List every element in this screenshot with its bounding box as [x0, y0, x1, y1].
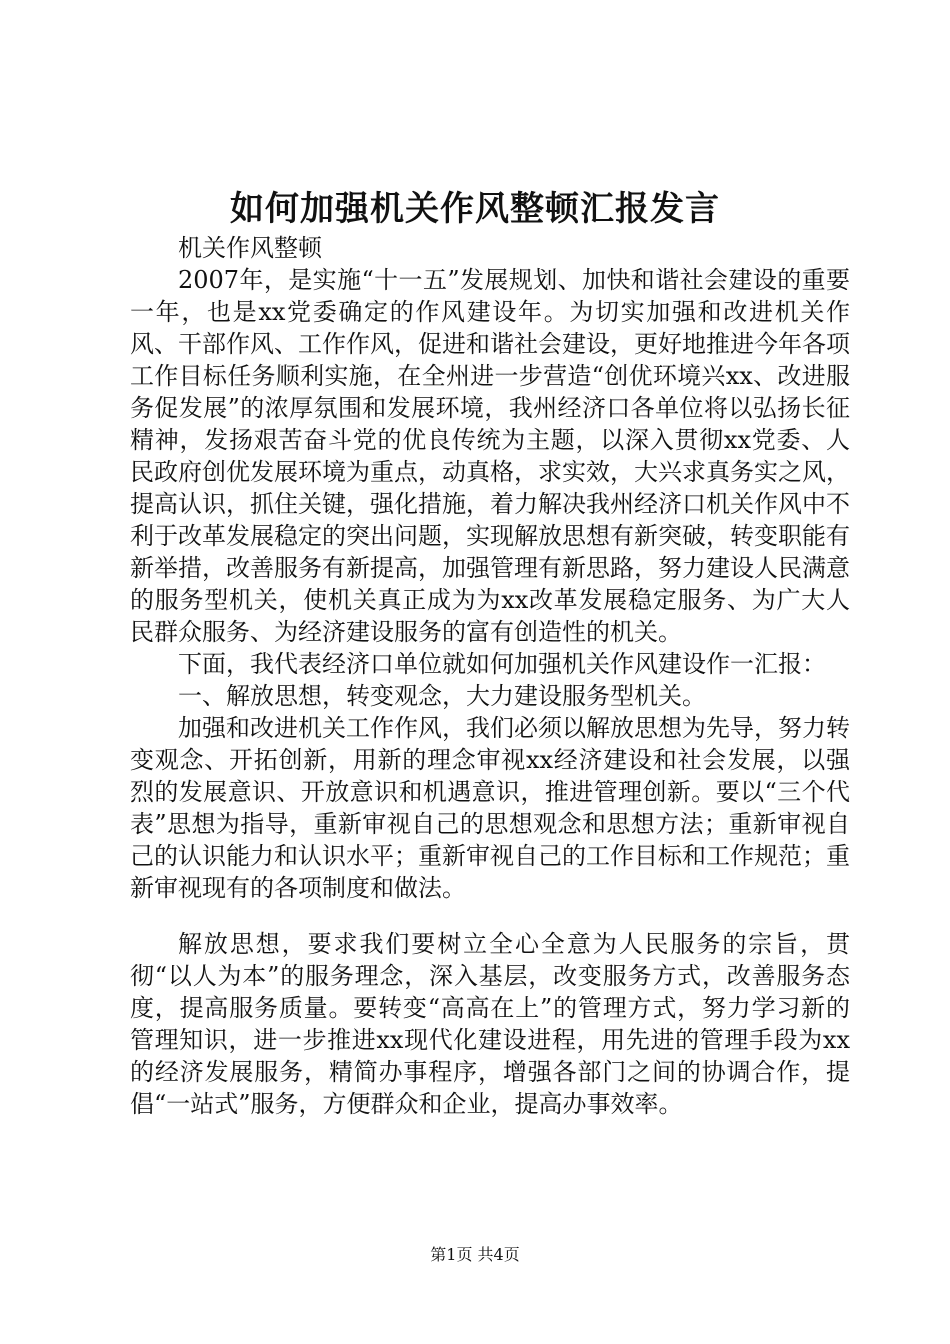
- document-body: [130, 232, 850, 1120]
- section-heading-1: 一、解放思想，转变观念，大力建设服务型机关。: [178, 682, 706, 710]
- page-number-footer: 第1页 共4页: [430, 1245, 520, 1264]
- paragraph-section-1-b: 解放思想，要求我们要树立全心全意为人民服务的宗旨，贯彻“以人为本”的服务理念，深入基层，改变服务方式，改善服务态度，提高服务质量。要转变“高高在上”的管理方式，努力学习新的管理知识，进一步推进xx现代化建设进程，用先进的管理手段为xx的经济发展服务，精简办事程序，增强各部门之间的协调合作，提倡“一站式”服务，方便群众和企业，提高办事效率。: [130, 930, 850, 1118]
- document-title: 如何加强机关作风整顿汇报发言: [230, 189, 720, 229]
- paragraph-section-1-a: 加强和改进机关工作作风，我们必须以解放思想为先导，努力转变观念、开拓创新，用新的理念审视xx经济建设和社会发展，以强烈的发展意识、开放意识和机遇意识，推进管理创新。要以“三个代表”思想为指导，重新审视自己的思想观念和思想方法；重新审视自己的认识能力和认识水平；重新审视自己的工作目标和工作规范；重新审视现有的各项制度和做法。: [130, 714, 850, 902]
- paragraph-report-lead: 下面，我代表经济口单位就如何加强机关作风建设作一汇报：: [178, 650, 826, 678]
- paragraph-subtitle: 机关作风整顿: [178, 234, 322, 262]
- paragraph-intro: 2007年，是实施“十一五”发展规划、加快和谐社会建设的重要一年，也是xx党委确定的作风建设年。为切实加强和改进机关作风、干部作风、工作作风，促进和谐社会建设，更好地推进今年各项工作目标任务顺利实施，在全州进一步营造“创优环境兴xx、改进服务促发展”的浓厚氛围和发展环境，我州经济口各单位将以弘扬长征精神，发扬艰苦奋斗党的优良传统为主题，以深入贯彻xx党委、人民政府创优发展环境为重点，动真格，求实效，大兴求真务实之风，提高认识，抓住关键，强化措施，着力解决我州经济口机关作风中不利于改革发展稳定的突出问题，实现解放思想有新突破，转变职能有新举措，改善服务有新提高，加强管理有新思路，努力建设人民满意的服务型机关，使机关真正成为为xx改革发展稳定服务、为广大人民群众服务、为经济建设服务的富有创造性的机关。: [130, 266, 850, 646]
